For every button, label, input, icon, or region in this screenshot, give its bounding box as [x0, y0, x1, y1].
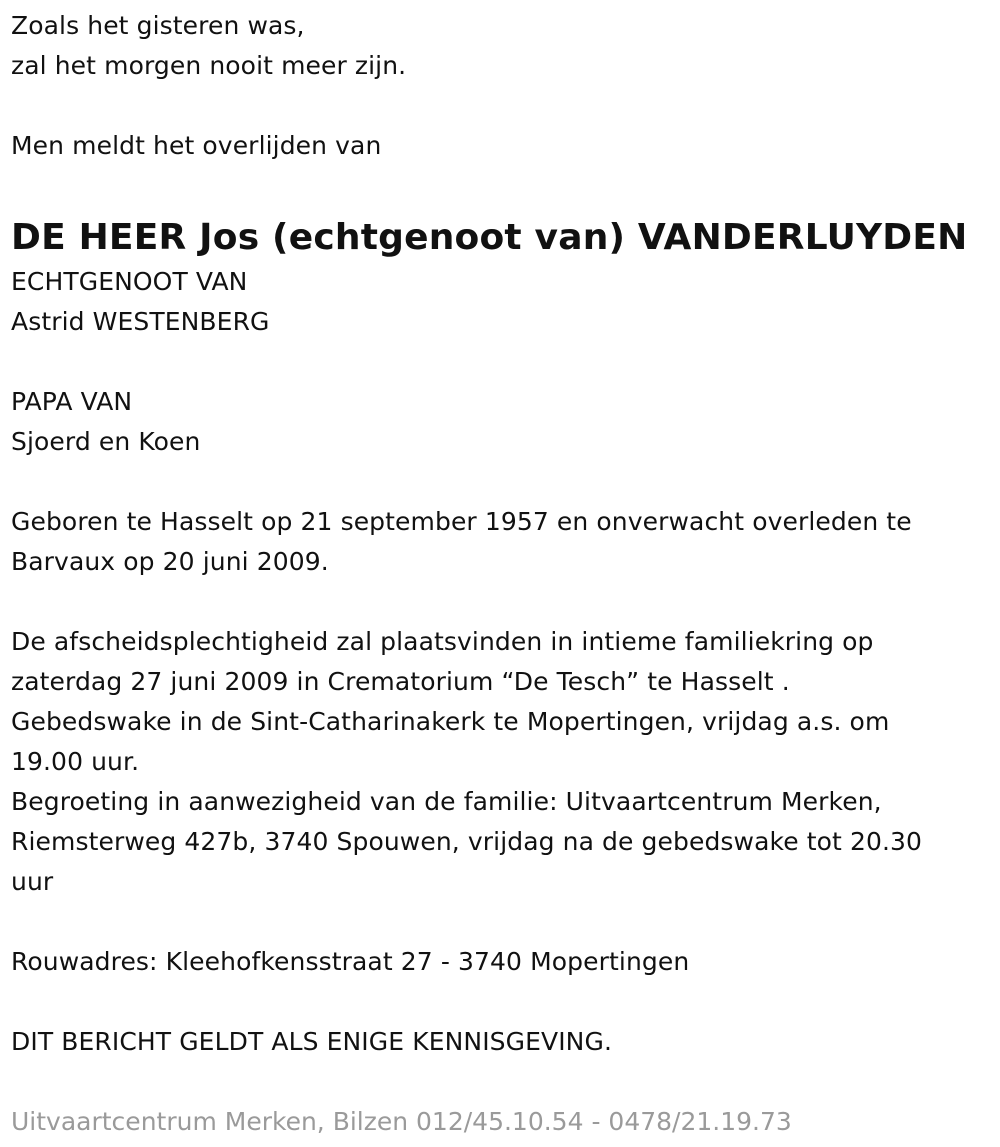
children-label: PAPA VAN — [11, 387, 133, 416]
ceremony-line-2: zaterdag 27 juni 2009 in Crematorium “De Tesch” te Hasselt . — [11, 667, 790, 696]
birth-death-line-2: Barvaux op 20 juni 2009. — [11, 547, 329, 576]
funeral-home-footer: Uitvaartcentrum Merken, Bilzen 012/45.10.54 - 0478/21.19.73 — [11, 1107, 792, 1136]
ceremony-line-6: Riemsterweg 427b, 3740 Spouwen, vrijdag na de gebedswake tot 20.30 — [11, 827, 923, 856]
spacer — [11, 982, 986, 1022]
children-names: Sjoerd en Koen — [11, 427, 201, 456]
ceremony-line-1: De afscheidsplechtigheid zal plaatsvinden in intieme familiekring op — [11, 627, 874, 656]
poem-line-2: zal het morgen nooit meer zijn. — [11, 51, 407, 80]
spacer — [11, 1062, 986, 1102]
birth-death-line-1: Geboren te Hasselt op 21 september 1957 en onverwacht overleden te — [11, 507, 912, 536]
deceased-name: DE HEER Jos (echtgenoot van) VANDERLUYDEN — [11, 217, 968, 258]
ceremony-line-3: Gebedswake in de Sint-Catharinakerk te Mopertingen, vrijdag a.s. om — [11, 707, 890, 736]
obituary-notice — [11, 6, 986, 1142]
mourning-address: Rouwadres: Kleehofkensstraat 27 - 3740 Mopertingen — [11, 947, 690, 976]
spacer — [11, 462, 986, 502]
ceremony-line-4: 19.00 uur. — [11, 747, 140, 776]
spouse-label: ECHTGENOOT VAN — [11, 267, 248, 296]
notice-text: DIT BERICHT GELDT ALS ENIGE KENNISGEVING. — [11, 1027, 612, 1056]
poem-line-1: Zoals het gisteren was, — [11, 11, 305, 40]
spacer — [11, 902, 986, 942]
spacer — [11, 582, 986, 622]
spacer — [11, 342, 986, 382]
spacer — [11, 166, 986, 214]
ceremony-line-5: Begroeting in aanwezigheid van de familie: Uitvaartcentrum Merken, — [11, 787, 882, 816]
intro-text: Men meldt het overlijden van — [11, 131, 382, 160]
spouse-name: Astrid WESTENBERG — [11, 307, 270, 336]
spacer — [11, 86, 986, 126]
ceremony-line-7: uur — [11, 867, 54, 896]
